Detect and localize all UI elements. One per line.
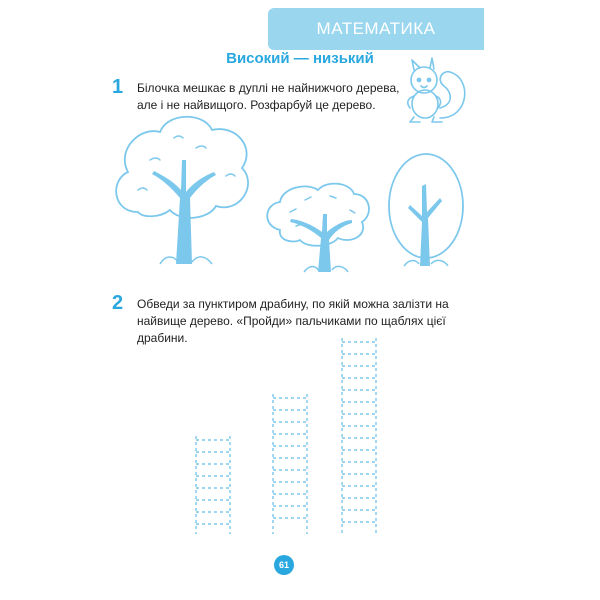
short-tree (267, 184, 369, 272)
task-2-number: 2 (112, 292, 124, 314)
task-1-number: 1 (112, 76, 124, 98)
task-2-line-1: Обведи за пунктиром драбину, по якій можна залізти на (137, 297, 449, 311)
page-title: Високий — низький (226, 50, 374, 67)
oval-tree (389, 154, 463, 266)
page-number-badge (274, 555, 294, 575)
page-number: 61 (278, 560, 289, 570)
ladder-tall (342, 338, 376, 534)
task-1-line-2: але і не найвищого. Розфарбуй це дерево. (137, 98, 376, 112)
task-1-line-1: Білочка мешкає в дуплі не найнижчого дерева, (137, 81, 400, 95)
squirrel-icon (408, 58, 465, 122)
ladder-medium (273, 394, 307, 534)
ladder-short (196, 436, 230, 534)
tall-tree (116, 117, 248, 264)
task-2-line-3: драбини. (137, 331, 188, 345)
task-2-line-2: найвище дерево. «Пройди» пальчиками по щаблях цієї (137, 314, 446, 328)
subject-title: МАТЕМАТИКА (316, 19, 436, 38)
